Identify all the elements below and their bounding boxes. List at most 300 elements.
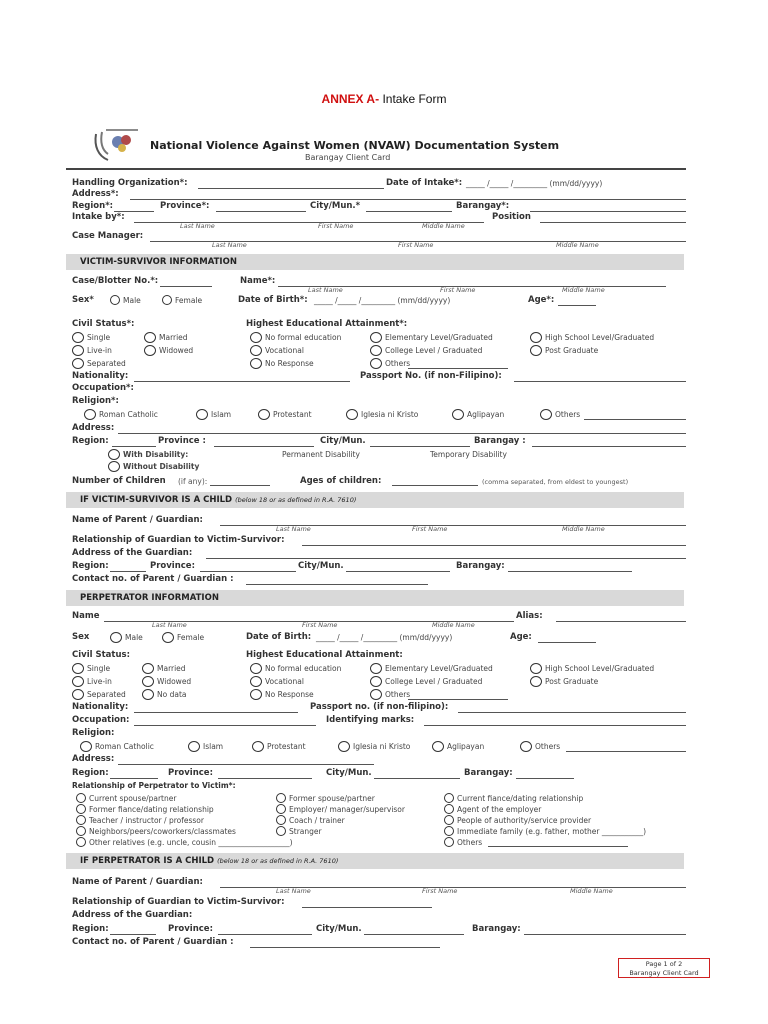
rel-current-fiance[interactable]: [444, 793, 583, 803]
perp-occupation-label: Occupation:: [72, 715, 130, 725]
radio-circle[interactable]: [72, 676, 84, 687]
perp-cs-widowed[interactable]: [142, 676, 191, 687]
perp-rel-iglesia[interactable]: [338, 741, 410, 752]
radio-label: Current fiance/dating relationship: [457, 793, 584, 803]
perp-ed-college[interactable]: [370, 676, 482, 687]
rel-former-fiance[interactable]: [76, 804, 214, 814]
child-relationship-field[interactable]: [302, 545, 686, 546]
radio-circle[interactable]: [530, 663, 542, 674]
radio-label: Neighbors/peers/coworkers/classmates: [89, 826, 236, 836]
perp-cs-livein[interactable]: [72, 676, 112, 687]
perp-sub-first: First Name: [302, 621, 338, 629]
radio-circle[interactable]: [370, 676, 382, 687]
radio-label: Vocational: [265, 677, 304, 686]
annex-form-title: Intake Form: [382, 92, 447, 106]
radio-circle[interactable]: [370, 358, 382, 369]
pc-province-field[interactable]: [218, 934, 312, 935]
perp-province-field[interactable]: [218, 778, 312, 779]
with-disability-radio[interactable]: [108, 449, 188, 460]
radio-circle[interactable]: [250, 689, 262, 700]
perp-male-radio[interactable]: [110, 632, 143, 643]
radio-circle[interactable]: [162, 295, 172, 305]
child-address-field[interactable]: [206, 558, 686, 559]
perp-region-field[interactable]: [110, 778, 158, 779]
victim-ed-elem[interactable]: [370, 332, 493, 343]
radio-circle[interactable]: [196, 409, 208, 420]
perp-nationality-field[interactable]: [134, 712, 298, 713]
victim-address-field[interactable]: [118, 433, 686, 434]
radio-label: Single: [87, 333, 111, 342]
victim-passport-label: Passport No. (if non-Filipino):: [360, 371, 502, 381]
child-city-label: City/Mun.: [298, 561, 344, 571]
radio-circle[interactable]: [76, 826, 86, 836]
child-bar-note: (below 18 or as defined in R.A. 7610): [235, 496, 357, 504]
radio-circle[interactable]: [258, 409, 270, 420]
perp-cs-separated[interactable]: [72, 689, 126, 700]
radio-circle[interactable]: [370, 689, 382, 700]
victim-city-field[interactable]: [370, 446, 470, 447]
victim-nationality-field[interactable]: [134, 381, 350, 382]
radio-label: Islam: [203, 742, 224, 751]
top-city-label: City/Mun.*: [310, 201, 361, 211]
top-address-field[interactable]: [130, 199, 686, 200]
pc-contact-field[interactable]: [250, 947, 440, 948]
radio-circle[interactable]: [108, 461, 120, 472]
ages-children-note: (comma separated, from eldest to youngest): [482, 478, 629, 486]
top-barangay-label: Barangay*:: [456, 201, 510, 211]
rel-former-spouse[interactable]: [276, 793, 375, 803]
annex-prefix: ANNEX A-: [321, 92, 380, 106]
radio-circle[interactable]: [142, 663, 154, 674]
radio-label: Without Disability: [123, 462, 200, 471]
radio-label: Aglipayan: [467, 410, 505, 419]
perp-religion-label: Religion:: [72, 728, 115, 738]
intake-sub-first: First Name: [318, 222, 354, 230]
perp-address-field[interactable]: [118, 764, 374, 765]
radio-label: Married: [159, 333, 188, 342]
perp-ed-noresp[interactable]: [250, 689, 314, 700]
case-no-field[interactable]: [160, 286, 212, 287]
perp-passport-field[interactable]: [458, 712, 686, 713]
victim-ed-voc[interactable]: [250, 345, 304, 356]
victim-rel-iglesia[interactable]: [346, 409, 418, 420]
victim-civil-status-label: Civil Status*:: [72, 319, 135, 329]
perp-age-field[interactable]: [538, 642, 596, 643]
radio-circle[interactable]: [162, 632, 174, 643]
radio-label: College Level / Graduated: [385, 346, 483, 355]
radio-circle[interactable]: [444, 815, 454, 825]
radio-label: Separated: [87, 690, 126, 699]
perp-female-radio[interactable]: [162, 632, 204, 643]
perp-relationship-title: Relationship of Perpetrator to Victim*:: [72, 781, 236, 790]
victim-region-label: Region:: [72, 436, 109, 446]
perm-disability-option[interactable]: Permanent Disability: [282, 450, 360, 459]
victim-rel-catholic[interactable]: [84, 409, 158, 420]
perp-cs-nodata[interactable]: [142, 689, 186, 700]
radio-label: No data: [157, 690, 187, 699]
perp-barangay-label: Barangay:: [464, 768, 513, 778]
radio-label: No formal education: [265, 333, 342, 342]
ages-children-label: Ages of children:: [300, 476, 382, 486]
radio-label: Vocational: [265, 346, 304, 355]
pc-region-field[interactable]: [110, 934, 156, 935]
radio-circle[interactable]: [76, 837, 86, 847]
victim-rel-others-field[interactable]: [584, 419, 686, 420]
page-number: Page 1 of 2: [645, 960, 683, 968]
handling-org-label: Handling Organization*:: [72, 178, 188, 188]
page-stamp: [618, 958, 710, 978]
header-subtitle: Barangay Client Card: [305, 153, 391, 162]
victim-age-field[interactable]: [558, 305, 596, 306]
pc-parent-name-label: Name of Parent / Guardian:: [72, 877, 203, 887]
victim-dob-label: Date of Birth*:: [238, 295, 308, 305]
victim-rel-others[interactable]: [540, 409, 580, 420]
rel-agent[interactable]: [444, 804, 541, 814]
num-children-note: (if any):: [178, 477, 208, 486]
radio-label: High School Level/Graduated: [545, 333, 655, 342]
victim-ed-hs[interactable]: [530, 332, 654, 343]
perp-name-label: Name: [72, 611, 100, 621]
num-children-field[interactable]: [210, 485, 270, 486]
radio-label: Male: [123, 295, 141, 305]
victim-barangay-field[interactable]: [532, 446, 686, 447]
child-sub-first: First Name: [412, 525, 448, 533]
radio-label: Widowed: [157, 677, 192, 686]
pc-city-field[interactable]: [364, 934, 464, 935]
radio-label: Female: [177, 633, 205, 642]
pc-barangay-label: Barangay:: [472, 924, 521, 934]
rel-neighbors[interactable]: [76, 826, 236, 836]
top-barangay-field[interactable]: [530, 211, 686, 212]
radio-circle[interactable]: [250, 358, 262, 369]
perp-rel-others-field[interactable]: [566, 751, 686, 752]
perp-marks-label: Identifying marks:: [326, 715, 415, 725]
perp-address-label: Address:: [72, 754, 115, 764]
radio-label: Others: [457, 837, 483, 847]
victim-dob-field[interactable]: _____ /_____ /_________ (mm/dd/yyyy): [314, 296, 451, 305]
top-province-label: Province*:: [160, 201, 210, 211]
radio-circle[interactable]: [72, 689, 84, 700]
victim-region-field[interactable]: [112, 446, 156, 447]
victim-province-label: Province :: [158, 436, 206, 446]
header-rule: [66, 168, 686, 170]
radio-circle[interactable]: [452, 409, 464, 420]
radio-circle[interactable]: [530, 676, 542, 687]
radio-circle[interactable]: [144, 332, 156, 343]
radio-label: Widowed: [159, 346, 194, 355]
victim-rel-aglipayan[interactable]: [452, 409, 504, 420]
radio-circle[interactable]: [250, 676, 262, 687]
radio-label: Live-in: [87, 677, 112, 686]
cm-sub-first: First Name: [398, 241, 434, 249]
rel-employer[interactable]: [276, 804, 405, 814]
perp-rel-others[interactable]: [520, 741, 560, 752]
radio-circle[interactable]: [108, 449, 120, 460]
radio-circle[interactable]: [250, 663, 262, 674]
without-disability-radio[interactable]: [108, 461, 199, 472]
radio-circle[interactable]: [142, 689, 154, 700]
radio-label: Roman Catholic: [95, 742, 154, 751]
perp-age-label: Age:: [510, 632, 532, 642]
radio-circle[interactable]: [76, 793, 86, 803]
victim-cs-widowed[interactable]: [144, 345, 193, 356]
perp-section-bar: PERPETRATOR INFORMATION: [66, 590, 684, 606]
perp-cs-single[interactable]: [72, 663, 110, 674]
radio-label: No formal education: [265, 664, 342, 673]
perp-ed-others[interactable]: [370, 689, 410, 700]
victim-province-field[interactable]: [214, 446, 314, 447]
radio-circle[interactable]: [72, 345, 84, 356]
perp-city-label: City/Mun.: [326, 768, 372, 778]
victim-cs-separated[interactable]: [72, 358, 126, 369]
perp-passport-label: Passport no. (if non-filipino):: [310, 702, 449, 712]
perp-nationality-label: Nationality:: [72, 702, 129, 712]
top-address-label: Address*:: [72, 189, 119, 199]
child-bar-title: IF VICTIM-SURVIVOR IS A CHILD: [80, 495, 233, 505]
victim-age-label: Age*:: [528, 295, 555, 305]
victim-sub-last: Last Name: [308, 286, 343, 294]
victim-ed-others-field[interactable]: [408, 368, 508, 369]
perp-province-label: Province:: [168, 768, 213, 778]
radio-circle[interactable]: [276, 826, 286, 836]
pc-sub-first: First Name: [422, 887, 458, 895]
radio-label: Agent of the employer: [457, 804, 542, 814]
perp-civil-status-label: Civil Status:: [72, 650, 130, 660]
victim-male-radio[interactable]: [110, 295, 141, 305]
rel-teacher[interactable]: [76, 815, 204, 825]
radio-label: Stranger: [289, 826, 322, 836]
radio-circle[interactable]: [72, 332, 84, 343]
pc-sub-middle: Middle Name: [570, 887, 613, 895]
radio-circle[interactable]: [370, 345, 382, 356]
rel-immediate-family[interactable]: [444, 826, 646, 836]
child-province-field[interactable]: [200, 571, 296, 572]
perp-sub-middle: Middle Name: [432, 621, 475, 629]
child-contact-label: Contact no. of Parent / Guardian :: [72, 574, 234, 584]
victim-cs-single[interactable]: [72, 332, 110, 343]
radio-circle[interactable]: [142, 676, 154, 687]
perp-rel-aglipayan[interactable]: [432, 741, 484, 752]
perp-region-label: Region:: [72, 768, 109, 778]
victim-religion-label: Religion*:: [72, 396, 119, 406]
radio-label: No Response: [265, 690, 314, 699]
radio-circle[interactable]: [188, 741, 200, 752]
rel-other-relatives[interactable]: [76, 837, 293, 847]
radio-circle[interactable]: [250, 345, 262, 356]
victim-female-radio[interactable]: [162, 295, 202, 305]
rel-coach[interactable]: [276, 815, 345, 825]
radio-label: Iglesia ni Kristo: [361, 410, 419, 419]
intake-sub-middle: Middle Name: [422, 222, 465, 230]
child-region-field[interactable]: [110, 571, 146, 572]
rel-others-field[interactable]: [488, 846, 628, 847]
radio-circle[interactable]: [76, 804, 86, 814]
perp-dob-label: Date of Birth:: [246, 632, 312, 642]
victim-passport-field[interactable]: [514, 381, 686, 382]
radio-circle[interactable]: [346, 409, 358, 420]
child-sub-last: Last Name: [276, 525, 311, 533]
perp-ed-voc[interactable]: [250, 676, 304, 687]
radio-label: Others: [535, 742, 561, 751]
radio-circle[interactable]: [72, 358, 84, 369]
victim-cs-married[interactable]: [144, 332, 188, 343]
radio-circle[interactable]: [370, 332, 382, 343]
radio-circle[interactable]: [110, 295, 120, 305]
perp-ed-elem[interactable]: [370, 663, 493, 674]
pc-address-label: Address of the Guardian:: [72, 910, 193, 920]
radio-circle[interactable]: [338, 741, 350, 752]
top-region-label: Region*:: [72, 201, 114, 211]
radio-label: Roman Catholic: [99, 410, 158, 419]
radio-circle[interactable]: [444, 826, 454, 836]
perp-barangay-field[interactable]: [516, 778, 574, 779]
position-label: Position: [492, 212, 531, 222]
top-province-field[interactable]: [216, 211, 306, 212]
radio-label: Protestant: [267, 742, 306, 751]
child-section-bar: [66, 492, 684, 508]
radio-label: Current spouse/partner: [89, 793, 177, 803]
radio-circle[interactable]: [444, 837, 454, 847]
radio-label: Others: [555, 410, 581, 419]
rel-current-spouse[interactable]: [76, 793, 176, 803]
perp-ed-hs[interactable]: [530, 663, 654, 674]
perp-cs-married[interactable]: [142, 663, 186, 674]
rel-others[interactable]: [444, 837, 482, 847]
radio-circle[interactable]: [252, 741, 264, 752]
perp-rel-catholic[interactable]: [80, 741, 154, 752]
victim-ed-post[interactable]: [530, 345, 598, 356]
num-children-label: Number of Children: [72, 476, 166, 486]
child-contact-field[interactable]: [246, 584, 428, 585]
perp-education-label: Highest Educational Attainment:: [246, 650, 403, 660]
top-city-field[interactable]: [366, 211, 452, 212]
victim-barangay-label: Barangay :: [474, 436, 526, 446]
radio-circle[interactable]: [540, 409, 552, 420]
radio-circle[interactable]: [72, 663, 84, 674]
victim-sex-label: Sex*: [72, 295, 94, 305]
intake-by-label: Intake by*:: [72, 212, 125, 222]
radio-circle[interactable]: [76, 815, 86, 825]
radio-label: Post Graduate: [545, 677, 599, 686]
victim-ed-none[interactable]: [250, 332, 341, 343]
victim-ed-others[interactable]: [370, 358, 410, 369]
victim-ed-noresp[interactable]: [250, 358, 314, 369]
radio-label: Protestant: [273, 410, 312, 419]
radio-label: People of authority/service provider: [457, 815, 592, 825]
radio-label: With Disability:: [123, 450, 189, 459]
pc-contact-label: Contact no. of Parent / Guardian :: [72, 937, 234, 947]
nvaw-logo: [92, 128, 140, 162]
victim-rel-islam[interactable]: [196, 409, 231, 420]
radio-label: Separated: [87, 359, 126, 368]
pc-city-label: City/Mun.: [316, 924, 362, 934]
child-relationship-label: Relationship of Guardian to Victim-Survivor:: [72, 535, 285, 545]
ages-children-field[interactable]: [392, 485, 478, 486]
victim-sub-first: First Name: [440, 286, 476, 294]
perp-city-field[interactable]: [374, 778, 460, 779]
radio-circle[interactable]: [110, 632, 122, 643]
radio-label: Former spouse/partner: [289, 793, 375, 803]
handling-org-field[interactable]: [198, 188, 384, 189]
radio-circle[interactable]: [530, 345, 542, 356]
radio-circle[interactable]: [276, 815, 286, 825]
radio-circle[interactable]: [520, 741, 532, 752]
perp-ed-none[interactable]: [250, 663, 341, 674]
radio-label: Coach / trainer: [289, 815, 345, 825]
cm-sub-middle: Middle Name: [556, 241, 599, 249]
victim-cs-livein[interactable]: [72, 345, 112, 356]
perp-dob-field[interactable]: _____ /_____ /_________ (mm/dd/yyyy): [316, 633, 453, 642]
radio-label: Others: [385, 359, 411, 368]
child-region-label: Region:: [72, 561, 109, 571]
pc-relationship-label: Relationship of Guardian to Victim-Survivor:: [72, 897, 285, 907]
radio-label: Married: [157, 664, 186, 673]
annex-title: [0, 92, 768, 106]
radio-circle[interactable]: [444, 804, 454, 814]
radio-circle[interactable]: [370, 663, 382, 674]
child-address-label: Address of the Guardian:: [72, 548, 193, 558]
radio-label: Other relatives (e.g. uncle, cousin ___________________): [89, 837, 293, 847]
perp-ed-post[interactable]: [530, 676, 598, 687]
radio-label: Islam: [211, 410, 232, 419]
child-barangay-label: Barangay:: [456, 561, 505, 571]
position-field[interactable]: [540, 222, 686, 223]
perp-rel-islam[interactable]: [188, 741, 223, 752]
radio-label: Teacher / instructor / professor: [89, 815, 204, 825]
pc-barangay-field[interactable]: [524, 934, 686, 935]
radio-label: Elementary Level/Graduated: [385, 333, 493, 342]
victim-ed-college[interactable]: [370, 345, 482, 356]
perp-sex-label: Sex: [72, 632, 90, 642]
radio-label: Live-in: [87, 346, 112, 355]
child-barangay-field[interactable]: [508, 571, 632, 572]
radio-circle[interactable]: [444, 793, 454, 803]
rel-authority[interactable]: [444, 815, 591, 825]
radio-label: Iglesia ni Kristo: [353, 742, 411, 751]
date-intake-field[interactable]: _____ /_____ /_________ (mm/dd/yyyy): [466, 179, 603, 188]
rel-stranger[interactable]: [276, 826, 322, 836]
radio-circle[interactable]: [84, 409, 96, 420]
radio-label: Immediate family (e.g. father, mother ___________): [457, 826, 647, 836]
radio-circle[interactable]: [250, 332, 262, 343]
case-manager-label: Case Manager:: [72, 231, 144, 241]
victim-sub-middle: Middle Name: [562, 286, 605, 294]
perp-marks-field[interactable]: [424, 725, 686, 726]
victim-rel-protestant[interactable]: [258, 409, 312, 420]
radio-circle[interactable]: [144, 345, 156, 356]
victim-occupation-label: Occupation*:: [72, 383, 134, 393]
victim-city-label: City/Mun.: [320, 436, 366, 446]
radio-label: Aglipayan: [447, 742, 485, 751]
radio-label: Former fiance/dating relationship: [89, 804, 214, 814]
perp-occupation-field[interactable]: [134, 725, 316, 726]
perp-rel-protestant[interactable]: [252, 741, 306, 752]
radio-circle[interactable]: [530, 332, 542, 343]
child-parent-name-label: Name of Parent / Guardian:: [72, 515, 203, 525]
child-city-field[interactable]: [346, 571, 450, 572]
perp-child-bar-note: (below 18 or as defined in R.A. 7610): [217, 857, 339, 865]
radio-circle[interactable]: [80, 741, 92, 752]
perp-alias-field[interactable]: [556, 621, 686, 622]
radio-circle[interactable]: [276, 804, 286, 814]
radio-circle[interactable]: [276, 793, 286, 803]
perp-ed-others-field[interactable]: [408, 699, 508, 700]
radio-circle[interactable]: [432, 741, 444, 752]
temp-disability-option[interactable]: Temporary Disability: [430, 450, 507, 459]
pc-relationship-field[interactable]: [302, 907, 432, 908]
perp-alias-label: Alias:: [516, 611, 543, 621]
victim-section-bar: VICTIM-SURVIVOR INFORMATION: [66, 254, 684, 270]
